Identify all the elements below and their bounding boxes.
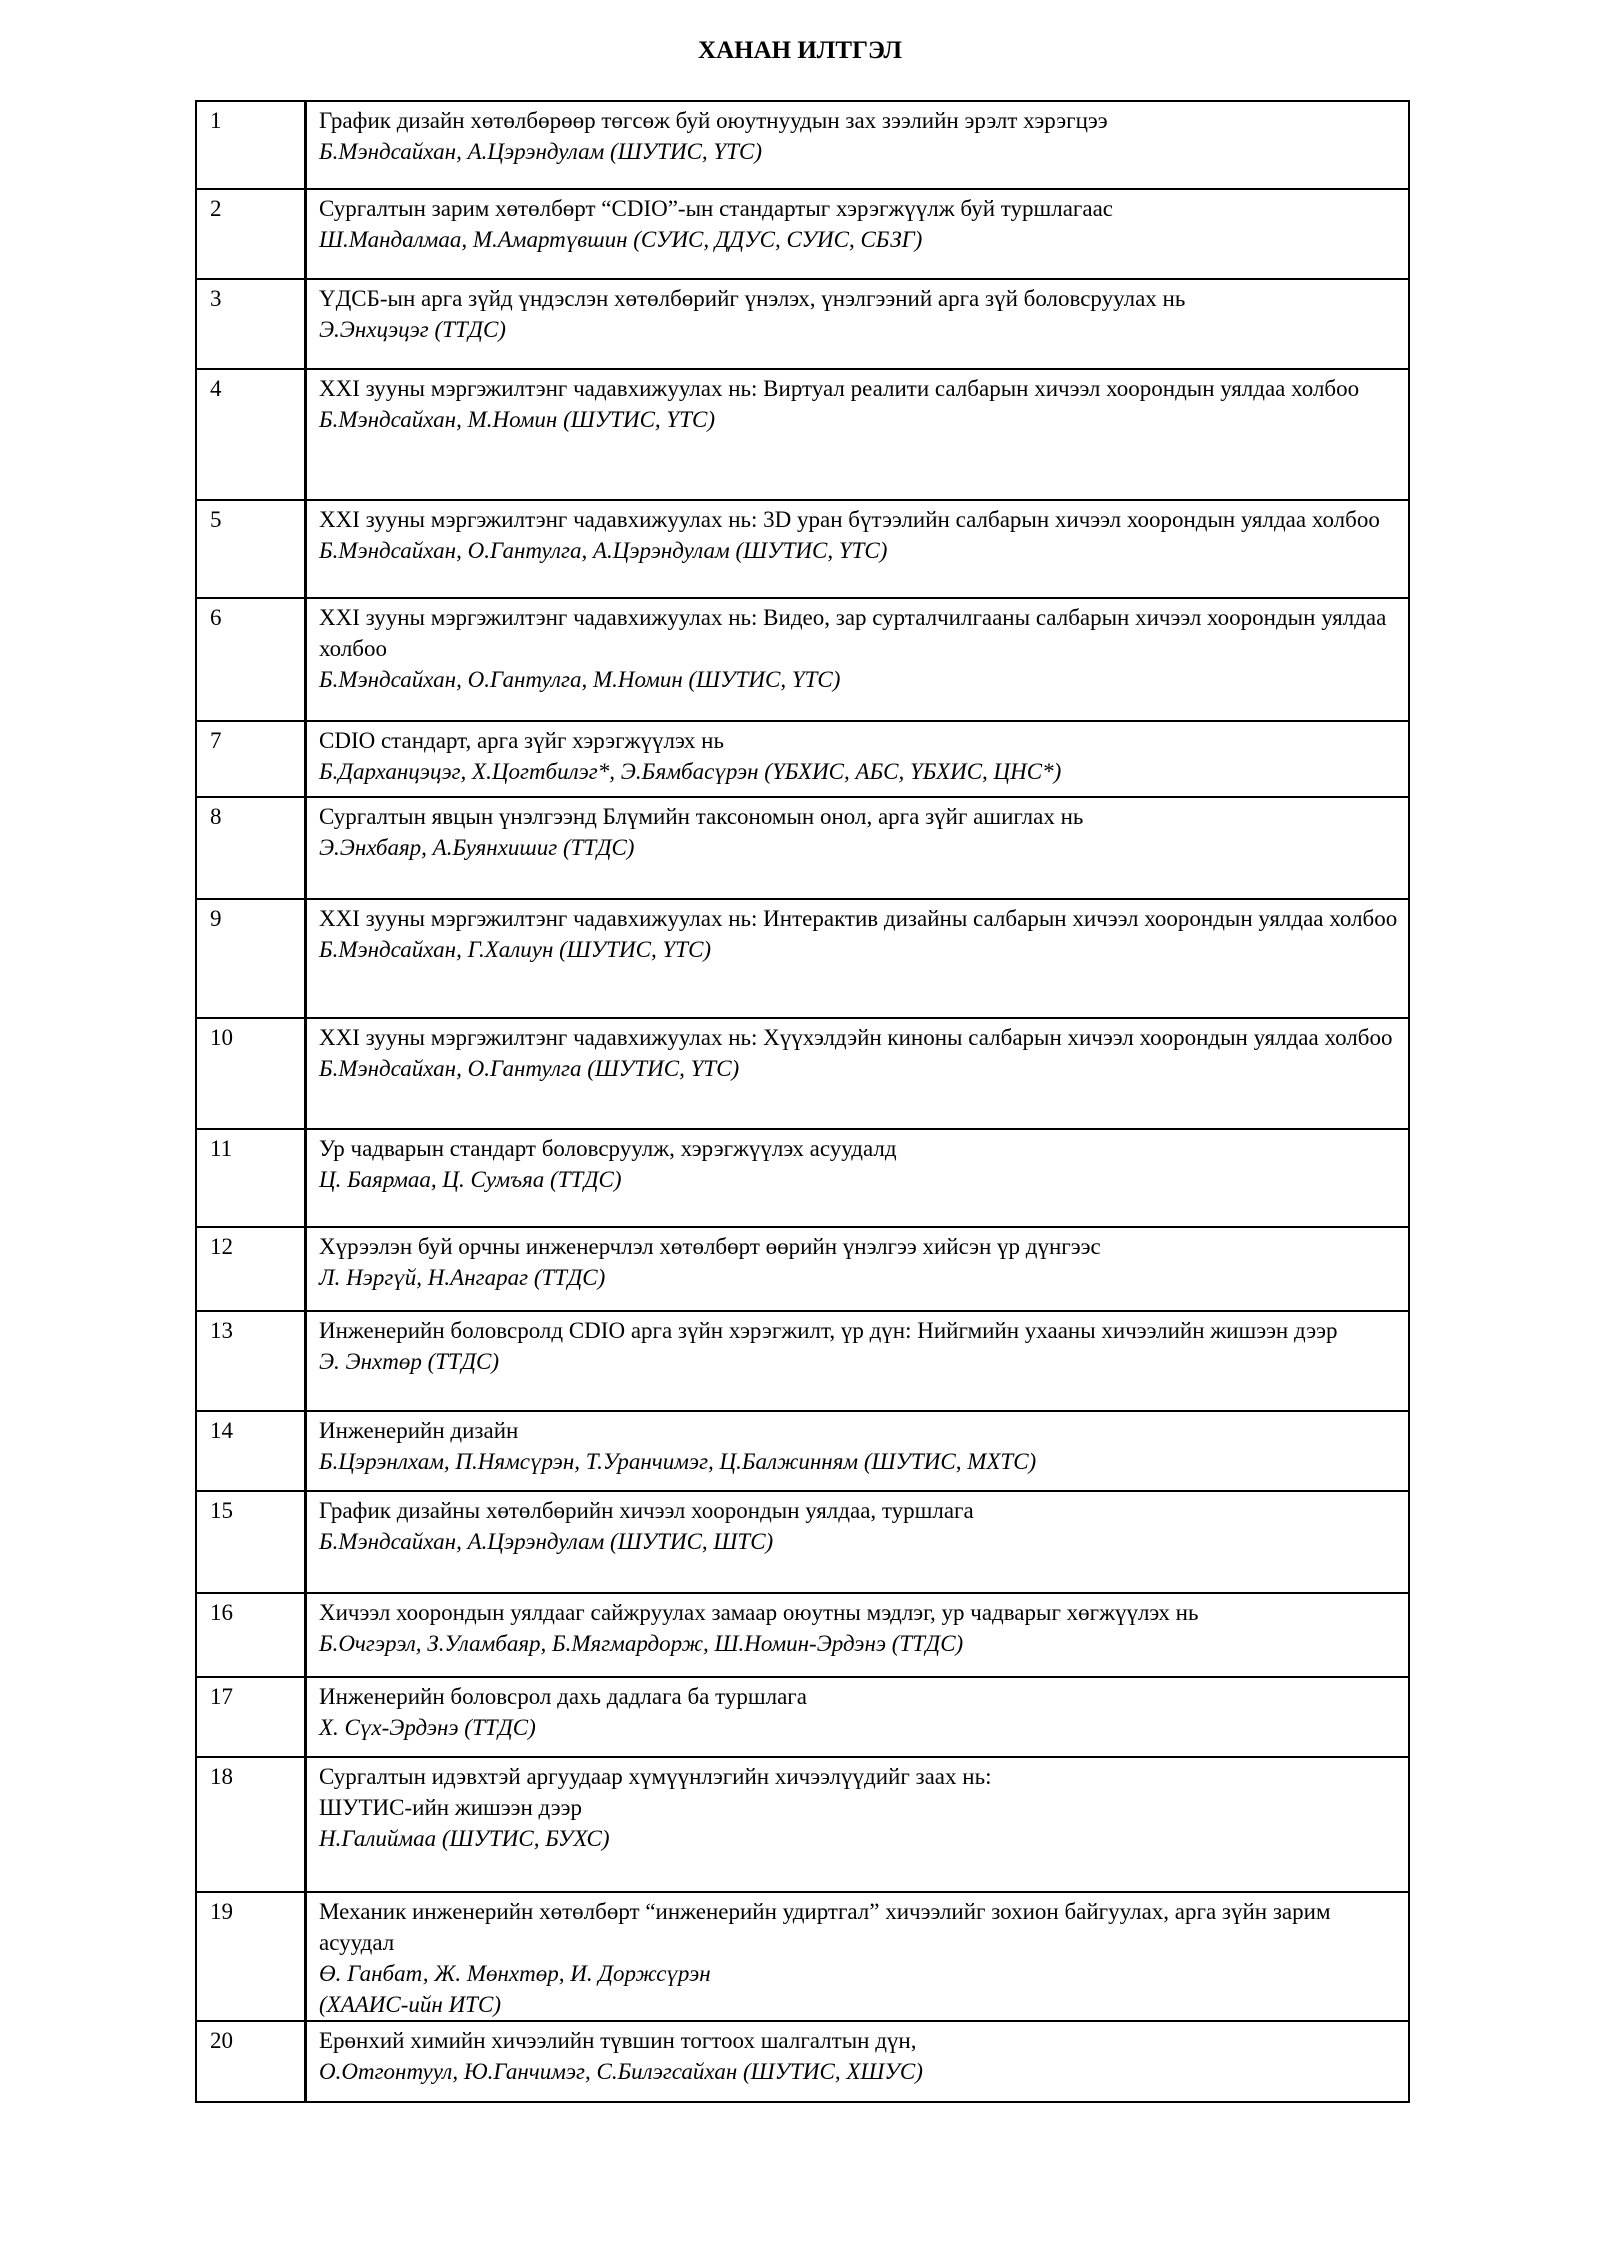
table-row <box>196 101 1409 189</box>
talk-cell <box>306 721 1410 797</box>
table-row <box>196 1411 1409 1491</box>
table-row <box>196 2021 1409 2102</box>
talk-authors: Э.Энхбаяр, А.Буянхишиг (ТТДС) <box>319 835 635 860</box>
talk-authors: О.Отгонтуул, Ю.Ганчимэг, С.Билэгсайхан (ШУТИС, ХШУС) <box>319 2059 923 2084</box>
talk-title: Ерөнхий химийн хичээлийн түвшин тогтоох шалгалтын дүн, <box>319 2028 917 2053</box>
talk-title: XXI зууны мэргэжилтэнг чадавхижуулах нь: Видео, зар сурталчилгааны салбарын хичээл хоорондын уялдаа холбоо <box>319 605 1387 661</box>
talk-title: Сургалтын зарим хөтөлбөрт “CDIO”-ын стандартыг хэрэгжүүлж буй туршлагаас <box>319 196 1113 221</box>
row-number: 6 <box>196 598 306 721</box>
table-row <box>196 1227 1409 1311</box>
talk-authors: Б.Цэрэнлхам, П.Нямсүрэн, Т.Уранчимэг, Ц.Балжинням (ШУТИС, МХТС) <box>319 1449 1037 1474</box>
talk-cell <box>306 1018 1410 1129</box>
row-number: 15 <box>196 1491 306 1593</box>
row-number: 17 <box>196 1677 306 1757</box>
row-number: 18 <box>196 1757 306 1892</box>
talk-authors: Б.Дарханцэцэг, Х.Цогтбилэг*, Э.Бямбасүрэн (ҮБХИС, АБС, ҮБХИС, ЦНС*) <box>319 759 1062 784</box>
talk-cell <box>306 101 1410 189</box>
talk-title: Сургалтын явцын үнэлгээнд Блүмийн таксономын онол, арга зүйг ашиглах нь <box>319 804 1084 829</box>
talk-authors: Б.Мэндсайхан, А.Цэрэндулам (ШУТИС, ШТС) <box>319 1529 774 1554</box>
talk-title: Ур чадварын стандарт боловсруулж, хэрэгжүүлэх асуудалд <box>319 1136 897 1161</box>
presentations-table-body <box>196 101 1409 2102</box>
talk-title: График дизайны хөтөлбөрийн хичээл хоорондын уялдаа, туршлага <box>319 1498 974 1523</box>
talk-title: ҮДСБ-ын арга зүйд үндэслэн хөтөлбөрийг үнэлэх, үнэлгээний арга зүй боловсруулах нь <box>319 286 1186 311</box>
table-row <box>196 1491 1409 1593</box>
talk-authors: Б.Мэндсайхан, О.Гантулга, М.Номин (ШУТИС, ҮТС) <box>319 667 841 692</box>
row-number: 12 <box>196 1227 306 1311</box>
talk-title: XXI зууны мэргэжилтэнг чадавхижуулах нь: 3D уран бүтээлийн салбарын хичээл хоорондын уялдаа холбоо <box>319 507 1380 532</box>
talk-authors: Б.Мэндсайхан, О.Гантулга (ШУТИС, ҮТС) <box>319 1056 740 1081</box>
talk-title: Инженерийн боловсролд CDIO арга зүйн хэрэгжилт, үр дүн: Нийгмийн ухааны хичээлийн жишээн дээр <box>319 1318 1338 1343</box>
talk-authors: Л. Нэргүй, Н.Ангараг (ТТДС) <box>319 1265 606 1290</box>
talk-cell <box>306 797 1410 899</box>
talk-cell <box>306 369 1410 500</box>
talk-authors: Э. Энхтөр (ТТДС) <box>319 1349 500 1374</box>
talk-cell <box>306 1892 1410 2021</box>
table-row <box>196 1677 1409 1757</box>
talk-authors: Х. Сүх-Эрдэнэ (ТТДС) <box>319 1715 536 1740</box>
row-number: 14 <box>196 1411 306 1491</box>
table-row <box>196 1311 1409 1411</box>
talk-cell <box>306 899 1410 1018</box>
row-number: 9 <box>196 899 306 1018</box>
table-row <box>196 279 1409 369</box>
talk-authors: Б.Очгэрэл, З.Уламбаяр, Б.Мягмардорж, Ш.Номин-Эрдэнэ (ТТДС) <box>319 1631 964 1656</box>
row-number: 2 <box>196 189 306 279</box>
talk-cell <box>306 1491 1410 1593</box>
talk-cell <box>306 598 1410 721</box>
table-row <box>196 1593 1409 1677</box>
table-row <box>196 189 1409 279</box>
talk-cell <box>306 1311 1410 1411</box>
table-row <box>196 369 1409 500</box>
row-number: 5 <box>196 500 306 598</box>
talk-authors: Н.Галиймаа (ШУТИС, БУХС) <box>319 1826 610 1851</box>
talk-title: Хүрээлэн буй орчны инженерчлэл хөтөлбөрт өөрийн үнэлгээ хийсэн үр дүнгээс <box>319 1234 1101 1259</box>
talk-title: XXI зууны мэргэжилтэнг чадавхижуулах нь: Хүүхэлдэйн киноны салбарын хичээл хоорондын уялдаа холбоо <box>319 1025 1393 1050</box>
row-number: 7 <box>196 721 306 797</box>
talk-cell <box>306 189 1410 279</box>
talk-affiliation: (ХААИС-ийн ИТС) <box>319 1992 501 2017</box>
row-number: 4 <box>196 369 306 500</box>
talk-title: XXI зууны мэргэжилтэнг чадавхижуулах нь: Интерактив дизайны салбарын хичээл хоорондын уялдаа холбоо <box>319 906 1398 931</box>
talk-authors: Э.Энхцэцэг (ТТДС) <box>319 317 506 342</box>
row-number: 19 <box>196 1892 306 2021</box>
table-row <box>196 500 1409 598</box>
table-row <box>196 1757 1409 1892</box>
table-row <box>196 1018 1409 1129</box>
talk-authors: Б.Мэндсайхан, М.Номин (ШУТИС, ҮТС) <box>319 407 716 432</box>
talk-title: XXI зууны мэргэжилтэнг чадавхижуулах нь: Виртуал реалити салбарын хичээл хоорондын уялдаа холбоо <box>319 376 1360 401</box>
talk-title: Сургалтын идэвхтэй аргуудаар хүмүүнлэгийн хичээлүүдийг заах нь: <box>319 1764 992 1789</box>
table-row <box>196 1129 1409 1227</box>
talk-authors: Б.Мэндсайхан, Г.Халиун (ШУТИС, ҮТС) <box>319 937 712 962</box>
talk-title: Инженерийн боловсрол дахь дадлага ба туршлага <box>319 1684 807 1709</box>
row-number: 20 <box>196 2021 306 2102</box>
table-row <box>196 899 1409 1018</box>
talk-authors: Ө. Ганбат, Ж. Мөнхтөр, И. Доржсүрэн <box>319 1961 711 1986</box>
talk-cell <box>306 279 1410 369</box>
talk-cell <box>306 1593 1410 1677</box>
talk-title: График дизайн хөтөлбөрөөр төгсөж буй оюутнуудын зах зээлийн эрэлт хэрэгцээ <box>319 108 1108 133</box>
talk-title-continued: ШУТИС-ийн жишээн дээр <box>319 1795 583 1820</box>
row-number: 1 <box>196 101 306 189</box>
talk-authors: Ц. Баярмаа, Ц. Сумъяа (ТТДС) <box>319 1167 622 1192</box>
row-number: 3 <box>196 279 306 369</box>
row-number: 13 <box>196 1311 306 1411</box>
talk-cell <box>306 1411 1410 1491</box>
talk-title: Механик инженерийн хөтөлбөрт “инженерийн удиртгал” хичээлийг зохион байгуулах, арга зүйн зарим асуудал <box>319 1899 1331 1955</box>
row-number: 16 <box>196 1593 306 1677</box>
table-row <box>196 1892 1409 2021</box>
talk-cell <box>306 2021 1410 2102</box>
row-number: 10 <box>196 1018 306 1129</box>
talk-title: CDIO стандарт, арга зүйг хэрэгжүүлэх нь <box>319 728 724 753</box>
talk-authors: Б.Мэндсайхан, О.Гантулга, А.Цэрэндулам (ШУТИС, ҮТС) <box>319 538 888 563</box>
talk-cell <box>306 1677 1410 1757</box>
row-number: 8 <box>196 797 306 899</box>
table-row <box>196 598 1409 721</box>
talk-cell <box>306 1757 1410 1892</box>
page-title: ХАНАН ИЛТГЭЛ <box>698 37 902 64</box>
talk-cell <box>306 1129 1410 1227</box>
talk-cell <box>306 500 1410 598</box>
talk-authors: Ш.Мандалмаа, М.Амартүвшин (СУИС, ДДУС, СУИС, СБЗГ) <box>319 227 923 252</box>
row-number: 11 <box>196 1129 306 1227</box>
table-row <box>196 797 1409 899</box>
talk-authors: Б.Мэндсайхан, А.Цэрэндулам (ШУТИС, ҮТС) <box>319 139 762 164</box>
talk-title: Инженерийн дизайн <box>319 1418 519 1443</box>
table-row <box>196 721 1409 797</box>
presentations-table <box>195 100 1410 2103</box>
talk-title: Хичээл хоорондын уялдааг сайжруулах замаар оюутны мэдлэг, ур чадварыг хөгжүүлэх нь <box>319 1600 1199 1625</box>
talk-cell <box>306 1227 1410 1311</box>
